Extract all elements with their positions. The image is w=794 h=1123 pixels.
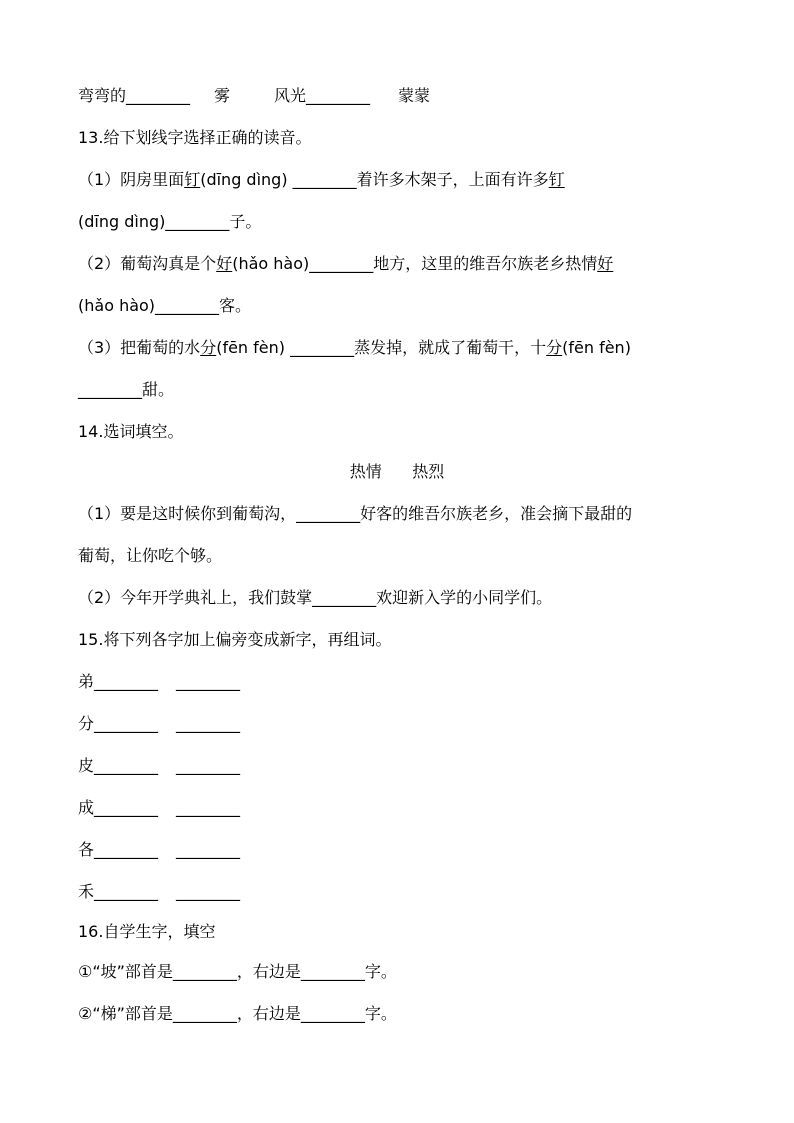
q13-item3-line1: （3）把葡萄的水分(fēn fèn) ________蒸发掉，就成了葡萄干，十分(fēn fèn) [78, 338, 631, 357]
q16-title: 16.自学生字，填空 [78, 922, 216, 941]
q12-word-b: 雾 [214, 86, 231, 105]
q15-row: 弟________ ________ [78, 672, 241, 691]
q14-item1-line2: 葡萄，让你吃个够。 [78, 546, 223, 565]
q16-item2: ②“梯”部首是________，右边是________字。 [78, 1004, 397, 1023]
underlined-char: 钉 [548, 170, 565, 189]
q15-row: 禾________ ________ [78, 882, 241, 901]
underlined-char: 钉 [184, 170, 201, 189]
underlined-char: 分 [546, 338, 563, 357]
q15-row: 各________ ________ [78, 840, 241, 859]
q13-item2-line1: （2）葡萄沟真是个好(hǎo hào)________地方，这里的维吾尔族老乡热情好 [78, 254, 614, 273]
q14-item2: （2）今年开学典礼上，我们鼓掌________欢迎新入学的小同学们。 [78, 588, 553, 607]
q14-item1-line1: （1）要是这时候你到葡萄沟，________好客的维吾尔族老乡，准会摘下最甜的 [78, 504, 633, 523]
q16-item1: ①“坡”部首是________，右边是________字。 [78, 962, 397, 981]
q13-title: 13.给下划线字选择正确的读音。 [78, 128, 312, 147]
q15-row: 分________ ________ [78, 714, 241, 733]
q14-word-options: 热情 热烈 [349, 462, 445, 481]
underlined-char: 好 [597, 254, 614, 273]
q13-item2-line2: (hǎo hào)________客。 [78, 296, 252, 315]
underlined-char: 好 [216, 254, 233, 273]
underlined-char: 分 [200, 338, 217, 357]
q15-title: 15.将下列各字加上偏旁变成新字，再组词。 [78, 630, 392, 649]
q13-item1-line1: （1）阴房里面钉(dīng dìng) ________着许多木架子，上面有许多钉 [78, 170, 565, 189]
q14-title: 14.选词填空。 [78, 422, 184, 441]
q15-row: 成________ ________ [78, 798, 241, 817]
q12-tail-line [78, 86, 430, 106]
q12-word-d: 蒙蒙 [398, 86, 431, 105]
q15-row: 皮________ ________ [78, 756, 241, 775]
q12-word-a: 弯弯的________ [78, 86, 191, 105]
q13-item3-line2: ________甜。 [78, 380, 175, 399]
q13-item1-line2: (dīng dìng)________子。 [78, 212, 262, 231]
q12-word-c: 风光________ [274, 86, 371, 105]
